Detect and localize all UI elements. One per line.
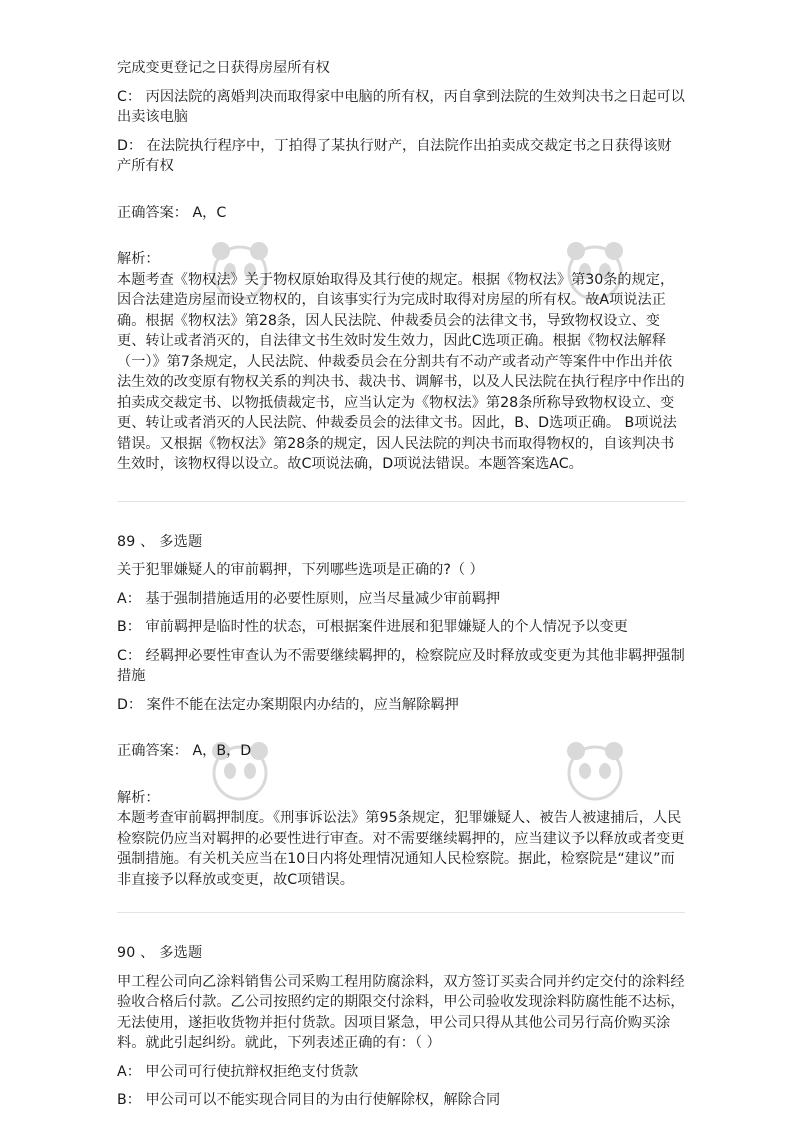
option-b [117, 617, 685, 638]
option-label: D： [117, 696, 143, 713]
analysis-title: 解析： [117, 789, 160, 806]
option-label: A： [117, 590, 141, 607]
option-b [117, 1090, 685, 1111]
option-label: D： [117, 137, 143, 154]
option-label: B： [117, 619, 141, 635]
option-label: C： [117, 88, 142, 105]
document-page [117, 58, 685, 1111]
prev-answer: 正确答案： A，C [117, 204, 227, 221]
prev-option-c [117, 87, 685, 128]
option-text: 经羁押必要性审查认为不需要继续羁押的，检察院应及时释放或变更为其他非羁押强制措施 [117, 647, 685, 684]
option-text: 基于强制措施适用的必要性原则，应当尽量减少审前羁押 [145, 590, 501, 607]
option-a [117, 1062, 685, 1083]
option-a [117, 589, 685, 610]
option-text: 审前羁押是临时性的状态，可根据案件进展和犯罪嫌疑人的个人情况予以变更 [145, 619, 628, 635]
option-c [117, 646, 685, 687]
option-text: 丙因法院的离婚判决而取得家中电脑的所有权，丙自拿到法院的生效判决书之日起可以出卖该电脑 [117, 88, 685, 125]
prev-analysis-title: 解析： [117, 251, 160, 267]
prev-analysis: 本题考查《物权法》关于物权原始取得及其行使的规定。根据《物权法》第30条的规定，因合法建造房屋而设立物权的，自该事实行为完成时取得对房屋的所有权。故A项说法正确。根据《物权法》第28条，因人民法院、仲裁委员会的法律文书，导致物权设立、变更、转让或者消灭的，自法律文书生效时发生效力，因此C选项正确。根据《物权法解释（一）》第7条规定，人民法院、仲裁委员会在分割共有不动产或者动产等案件中作出并依法生效的改变原有物权关系的判决书、裁决书、调解书，以及人民法院在执行程序中作出的拍卖成交裁定书、以物抵债裁定书，应当认定为《物权法》第28条所称导致物权设立、变更、转让或者消灭的人民法院、仲裁委员会的法律文书。因此，B、D选项正确。 B项说法错误。又根据《物权法》第28条的规定，因人民法院的判决书而取得物权的，自该判决书生效时，该物权得以设立。故C项说法确，D项说法错误。本题答案选AC。 [117, 271, 685, 472]
option-text: 案件不能在法定办案期限内办结的，应当解除羁押 [146, 696, 459, 713]
option-label: C： [117, 647, 142, 664]
question-stem: 关于犯罪嫌疑人的审前羁押，下列哪些选项是正确的?（ ） [117, 562, 484, 578]
option-d [117, 695, 685, 716]
option-text: 在法院执行程序中，丁拍得了某执行财产，自法院作出拍卖成交裁定书之日获得该财产所有权 [117, 137, 672, 174]
question-header: 90 、 多选题 [117, 945, 203, 961]
prev-option-d [117, 136, 685, 177]
option-text: 甲公司可以不能实现合同目的为由行使解除权，解除合同 [145, 1092, 501, 1108]
option-label: A： [117, 1063, 141, 1080]
prev-option-b-tail: 完成变更登记之日获得房屋所有权 [117, 60, 330, 76]
option-text: 甲公司可行使抗辩权拒绝支付货款 [145, 1063, 359, 1080]
question-header: 89 、 多选题 [117, 533, 203, 550]
question-stem: 甲工程公司向乙涂料销售公司采购工程用防腐涂料，双方签订买卖合同并约定交付的涂料经验收合格后付款。乙公司按照约定的期限交付涂料，甲公司验收发现涂料防腐性能不达标，无法使用，遂拒收货物并拒付货款。因项目紧急，甲公司只得从其他公司另行高价购买涂料。就此引起纠纷。就此，下列表述正确的有：（ ） [117, 973, 685, 1051]
option-label: B： [117, 1092, 141, 1108]
correct-answer: 正确答案： A，B，D [117, 743, 252, 759]
analysis-text: 本题考查审前羁押制度。《刑事诉讼法》第95条规定，犯罪嫌疑人、被告人被逮捕后，人民检察院仍应当对羁押的必要性进行审查。对不需要继续羁押的，应当建议予以释放或者变更强制措施。有关机关应当在10日内将处理情况通知人民检察院。据此，检察院是“建议”而非直接予以释放或变更，故C项错误。 [117, 810, 685, 888]
